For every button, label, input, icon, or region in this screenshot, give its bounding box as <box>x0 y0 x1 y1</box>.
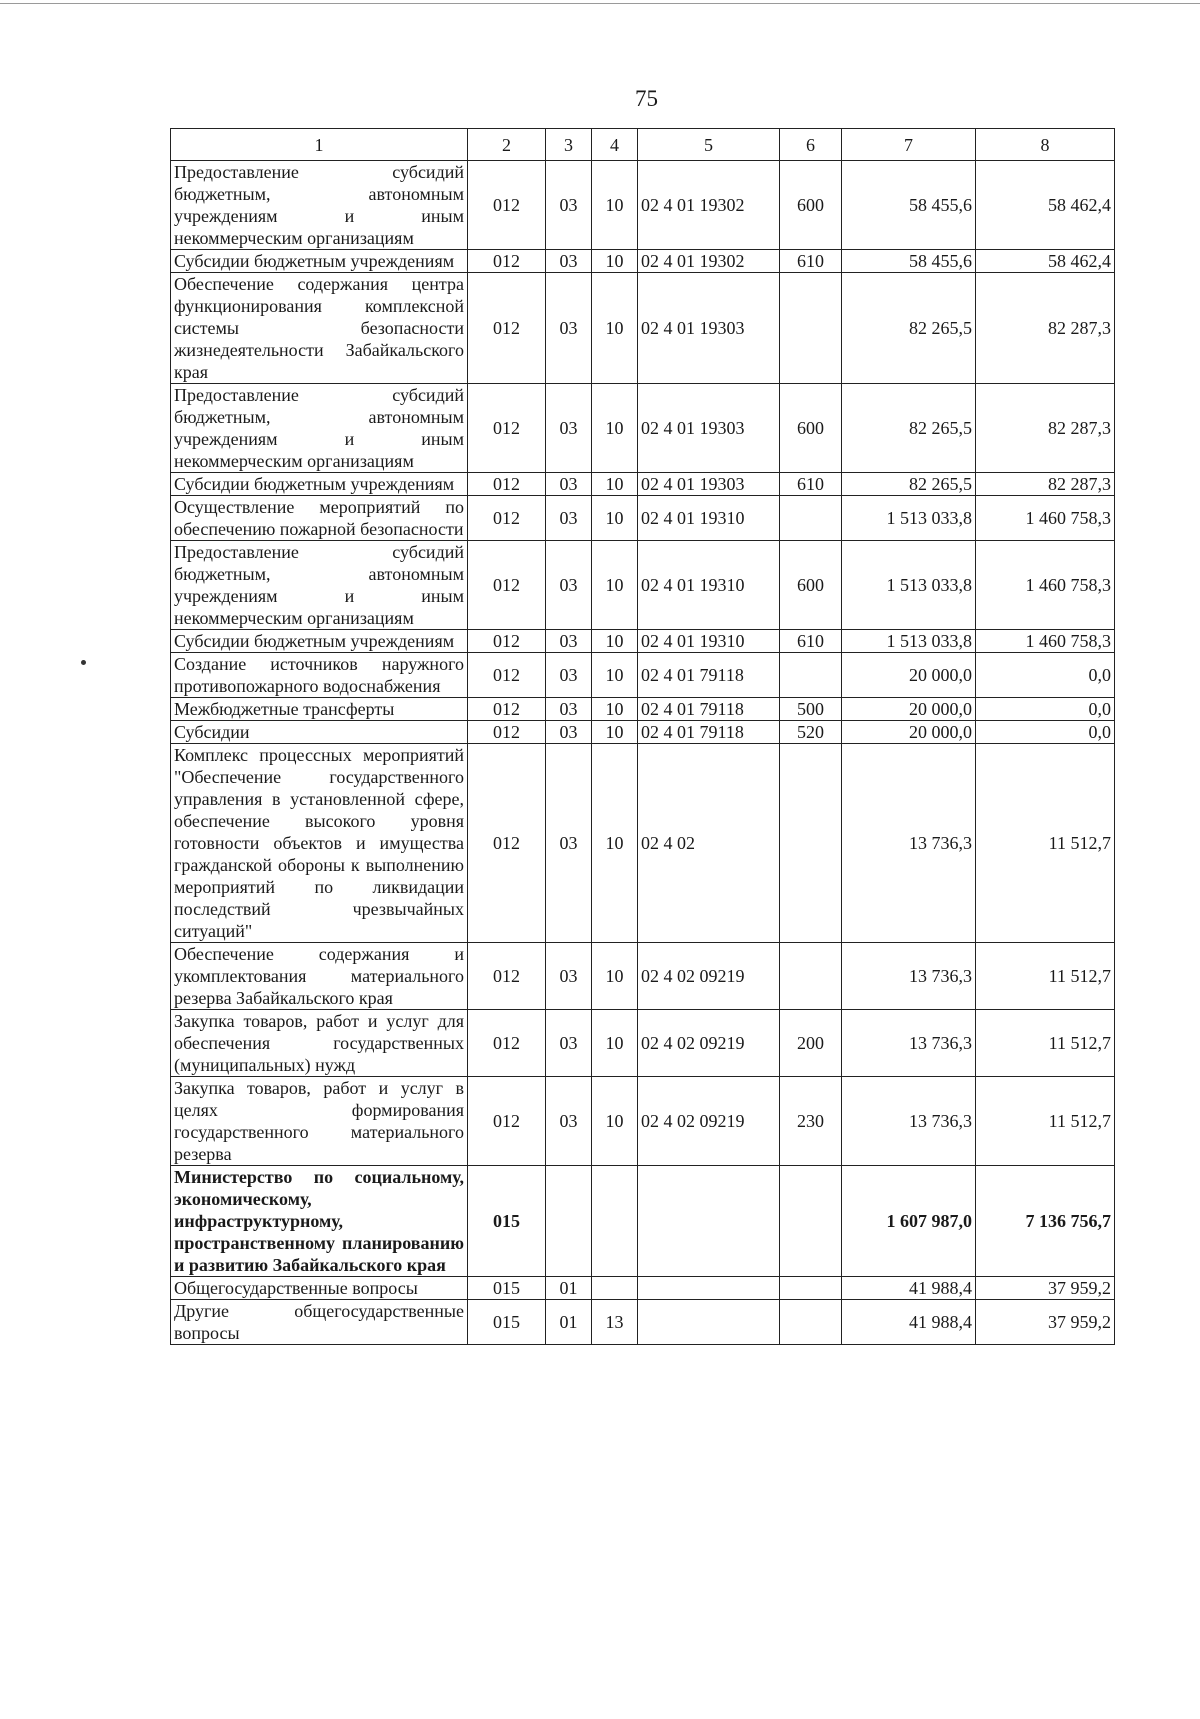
row-amount-2-cell: 37 959,2 <box>976 1300 1115 1345</box>
row-grbs-cell: 012 <box>468 250 546 273</box>
row-grbs-cell: 015 <box>468 1277 546 1300</box>
header-cell: 6 <box>780 129 842 161</box>
row-amount-1-cell: 20 000,0 <box>842 698 976 721</box>
row-grbs-cell: 012 <box>468 161 546 250</box>
row-section-cell: 03 <box>546 744 592 943</box>
row-amount-2-cell: 1 460 758,3 <box>976 496 1115 541</box>
row-grbs-cell: 012 <box>468 273 546 384</box>
row-amount-1-cell: 1 513 033,8 <box>842 630 976 653</box>
row-subsection-cell: 10 <box>592 653 638 698</box>
row-expense-type-cell <box>780 943 842 1010</box>
row-expense-type-cell <box>780 1300 842 1345</box>
table-row <box>171 541 1115 630</box>
row-grbs-cell: 012 <box>468 653 546 698</box>
header-cell: 8 <box>976 129 1115 161</box>
row-amount-1-cell: 82 265,5 <box>842 384 976 473</box>
row-expense-type-cell: 500 <box>780 698 842 721</box>
table-row <box>171 1277 1115 1300</box>
row-name-cell: Создание источников наружного противопожарного водоснабжения <box>171 653 468 698</box>
row-section-cell: 03 <box>546 496 592 541</box>
row-section-cell: 03 <box>546 250 592 273</box>
row-expense-type-cell: 600 <box>780 161 842 250</box>
row-expense-type-cell: 230 <box>780 1077 842 1166</box>
row-section-cell: 03 <box>546 721 592 744</box>
row-target-article-cell <box>638 1166 780 1277</box>
row-target-article-cell: 02 4 01 19303 <box>638 384 780 473</box>
row-target-article-cell: 02 4 02 09219 <box>638 943 780 1010</box>
table-row <box>171 250 1115 273</box>
row-subsection-cell: 10 <box>592 541 638 630</box>
table-row <box>171 943 1115 1010</box>
table-row <box>171 744 1115 943</box>
row-subsection-cell: 10 <box>592 721 638 744</box>
row-grbs-cell: 012 <box>468 473 546 496</box>
row-target-article-cell: 02 4 01 19310 <box>638 496 780 541</box>
row-amount-1-cell: 58 455,6 <box>842 250 976 273</box>
row-section-cell: 03 <box>546 1010 592 1077</box>
row-name-cell: Предоставление субсидий бюджетным, автономным учреждениям и иным некоммерческим организациям <box>171 161 468 250</box>
row-amount-1-cell: 41 988,4 <box>842 1300 976 1345</box>
row-target-article-cell: 02 4 01 19302 <box>638 161 780 250</box>
row-amount-1-cell: 1 513 033,8 <box>842 496 976 541</box>
row-subsection-cell: 10 <box>592 250 638 273</box>
row-section-cell <box>546 1166 592 1277</box>
table-row <box>171 1077 1115 1166</box>
row-amount-2-cell: 11 512,7 <box>976 943 1115 1010</box>
row-subsection-cell: 10 <box>592 384 638 473</box>
row-grbs-cell: 012 <box>468 1077 546 1166</box>
row-expense-type-cell <box>780 1277 842 1300</box>
row-amount-1-cell: 20 000,0 <box>842 721 976 744</box>
header-cell: 1 <box>171 129 468 161</box>
row-subsection-cell: 10 <box>592 473 638 496</box>
row-amount-1-cell: 58 455,6 <box>842 161 976 250</box>
row-target-article-cell: 02 4 01 19310 <box>638 541 780 630</box>
row-grbs-cell: 012 <box>468 698 546 721</box>
row-expense-type-cell: 610 <box>780 250 842 273</box>
row-amount-2-cell: 11 512,7 <box>976 1077 1115 1166</box>
row-grbs-cell: 012 <box>468 943 546 1010</box>
row-amount-1-cell: 1 607 987,0 <box>842 1166 976 1277</box>
row-subsection-cell: 10 <box>592 744 638 943</box>
row-expense-type-cell <box>780 653 842 698</box>
row-name-cell: Министерство по социальному, экономическому, инфраструктурному, пространственному планированию и развитию Забайкальского края <box>171 1166 468 1277</box>
row-subsection-cell: 10 <box>592 273 638 384</box>
row-amount-2-cell: 0,0 <box>976 653 1115 698</box>
header-cell: 3 <box>546 129 592 161</box>
row-amount-1-cell: 13 736,3 <box>842 744 976 943</box>
table-row <box>171 721 1115 744</box>
header-cell: 5 <box>638 129 780 161</box>
row-name-cell: Комплекс процессных мероприятий "Обеспечение государственного управления в установленной сфере, обеспечение высокого уровня готовности объектов и имущества гражданской обороны к выполнению мероприятий по ликвидации последствий чрезвычайных ситуаций" <box>171 744 468 943</box>
header-cell: 7 <box>842 129 976 161</box>
row-expense-type-cell: 600 <box>780 384 842 473</box>
scan-edge-line <box>0 3 1200 4</box>
row-subsection-cell: 10 <box>592 161 638 250</box>
row-expense-type-cell: 600 <box>780 541 842 630</box>
row-grbs-cell: 012 <box>468 541 546 630</box>
row-amount-2-cell: 58 462,4 <box>976 161 1115 250</box>
row-amount-2-cell: 82 287,3 <box>976 273 1115 384</box>
row-amount-2-cell: 82 287,3 <box>976 384 1115 473</box>
row-name-cell: Обеспечение содержания центра функционирования комплексной системы безопасности жизнедеятельности Забайкальского края <box>171 273 468 384</box>
row-name-cell: Общегосударственные вопросы <box>171 1277 468 1300</box>
row-target-article-cell: 02 4 01 19303 <box>638 273 780 384</box>
row-expense-type-cell: 520 <box>780 721 842 744</box>
row-section-cell: 03 <box>546 161 592 250</box>
table-header-row <box>171 129 1115 161</box>
row-expense-type-cell <box>780 496 842 541</box>
row-amount-1-cell: 20 000,0 <box>842 653 976 698</box>
row-section-cell: 03 <box>546 698 592 721</box>
row-amount-2-cell: 1 460 758,3 <box>976 541 1115 630</box>
row-amount-2-cell: 7 136 756,7 <box>976 1166 1115 1277</box>
row-expense-type-cell <box>780 1166 842 1277</box>
row-expense-type-cell: 200 <box>780 1010 842 1077</box>
row-name-cell: Другие общегосударственные вопросы <box>171 1300 468 1345</box>
row-amount-1-cell: 13 736,3 <box>842 943 976 1010</box>
row-subsection-cell: 10 <box>592 1010 638 1077</box>
table-row <box>171 273 1115 384</box>
scan-speck <box>81 660 86 665</box>
row-subsection-cell <box>592 1277 638 1300</box>
row-amount-2-cell: 37 959,2 <box>976 1277 1115 1300</box>
table-row <box>171 384 1115 473</box>
row-target-article-cell <box>638 1300 780 1345</box>
table-row <box>171 161 1115 250</box>
row-section-cell: 03 <box>546 653 592 698</box>
row-target-article-cell: 02 4 02 09219 <box>638 1010 780 1077</box>
row-target-article-cell: 02 4 02 <box>638 744 780 943</box>
row-amount-2-cell: 11 512,7 <box>976 1010 1115 1077</box>
table-row <box>171 1300 1115 1345</box>
row-amount-1-cell: 82 265,5 <box>842 473 976 496</box>
row-name-cell: Обеспечение содержания и укомплектования материального резерва Забайкальского края <box>171 943 468 1010</box>
row-subsection-cell: 10 <box>592 630 638 653</box>
row-name-cell: Осуществление мероприятий по обеспечению пожарной безопасности <box>171 496 468 541</box>
table-row <box>171 1010 1115 1077</box>
row-section-cell: 03 <box>546 273 592 384</box>
row-amount-2-cell: 58 462,4 <box>976 250 1115 273</box>
row-grbs-cell: 012 <box>468 1010 546 1077</box>
header-cell: 2 <box>468 129 546 161</box>
row-section-cell: 03 <box>546 384 592 473</box>
row-grbs-cell: 012 <box>468 744 546 943</box>
table-row <box>171 1166 1115 1277</box>
row-name-cell: Субсидии бюджетным учреждениям <box>171 250 468 273</box>
row-subsection-cell: 10 <box>592 943 638 1010</box>
row-target-article-cell: 02 4 02 09219 <box>638 1077 780 1166</box>
row-grbs-cell: 012 <box>468 630 546 653</box>
row-grbs-cell: 015 <box>468 1166 546 1277</box>
row-section-cell: 01 <box>546 1300 592 1345</box>
table-row <box>171 473 1115 496</box>
row-subsection-cell: 13 <box>592 1300 638 1345</box>
row-name-cell: Субсидии <box>171 721 468 744</box>
row-target-article-cell: 02 4 01 79118 <box>638 698 780 721</box>
row-name-cell: Межбюджетные трансферты <box>171 698 468 721</box>
budget-table-body <box>171 129 1115 1345</box>
row-name-cell: Закупка товаров, работ и услуг в целях формирования государственного материального резерва <box>171 1077 468 1166</box>
row-subsection-cell: 10 <box>592 496 638 541</box>
row-target-article-cell: 02 4 01 79118 <box>638 653 780 698</box>
row-grbs-cell: 012 <box>468 721 546 744</box>
row-expense-type-cell <box>780 744 842 943</box>
row-section-cell: 03 <box>546 1077 592 1166</box>
table-row <box>171 698 1115 721</box>
row-subsection-cell: 10 <box>592 698 638 721</box>
row-target-article-cell: 02 4 01 19302 <box>638 250 780 273</box>
row-amount-1-cell: 1 513 033,8 <box>842 541 976 630</box>
row-name-cell: Предоставление субсидий бюджетным, автономным учреждениям и иным некоммерческим организациям <box>171 384 468 473</box>
row-grbs-cell: 015 <box>468 1300 546 1345</box>
row-amount-1-cell: 13 736,3 <box>842 1077 976 1166</box>
row-amount-2-cell: 0,0 <box>976 721 1115 744</box>
row-grbs-cell: 012 <box>468 496 546 541</box>
row-target-article-cell: 02 4 01 79118 <box>638 721 780 744</box>
row-amount-1-cell: 13 736,3 <box>842 1010 976 1077</box>
row-expense-type-cell: 610 <box>780 630 842 653</box>
row-amount-2-cell: 1 460 758,3 <box>976 630 1115 653</box>
row-amount-2-cell: 11 512,7 <box>976 744 1115 943</box>
row-grbs-cell: 012 <box>468 384 546 473</box>
row-subsection-cell: 10 <box>592 1077 638 1166</box>
row-amount-1-cell: 41 988,4 <box>842 1277 976 1300</box>
page-number: 75 <box>635 86 658 111</box>
row-name-cell: Предоставление субсидий бюджетным, автономным учреждениям и иным некоммерческим организациям <box>171 541 468 630</box>
row-amount-2-cell: 0,0 <box>976 698 1115 721</box>
row-section-cell: 01 <box>546 1277 592 1300</box>
row-section-cell: 03 <box>546 473 592 496</box>
row-expense-type-cell: 610 <box>780 473 842 496</box>
header-cell: 4 <box>592 129 638 161</box>
table-row <box>171 653 1115 698</box>
row-name-cell: Субсидии бюджетным учреждениям <box>171 630 468 653</box>
row-amount-2-cell: 82 287,3 <box>976 473 1115 496</box>
row-section-cell: 03 <box>546 943 592 1010</box>
row-target-article-cell: 02 4 01 19303 <box>638 473 780 496</box>
row-name-cell: Субсидии бюджетным учреждениям <box>171 473 468 496</box>
row-expense-type-cell <box>780 273 842 384</box>
row-section-cell: 03 <box>546 630 592 653</box>
row-target-article-cell: 02 4 01 19310 <box>638 630 780 653</box>
budget-table <box>170 128 1115 1345</box>
row-name-cell: Закупка товаров, работ и услуг для обеспечения государственных (муниципальных) нужд <box>171 1010 468 1077</box>
row-subsection-cell <box>592 1166 638 1277</box>
table-row <box>171 630 1115 653</box>
row-target-article-cell <box>638 1277 780 1300</box>
table-row <box>171 496 1115 541</box>
row-amount-1-cell: 82 265,5 <box>842 273 976 384</box>
row-section-cell: 03 <box>546 541 592 630</box>
